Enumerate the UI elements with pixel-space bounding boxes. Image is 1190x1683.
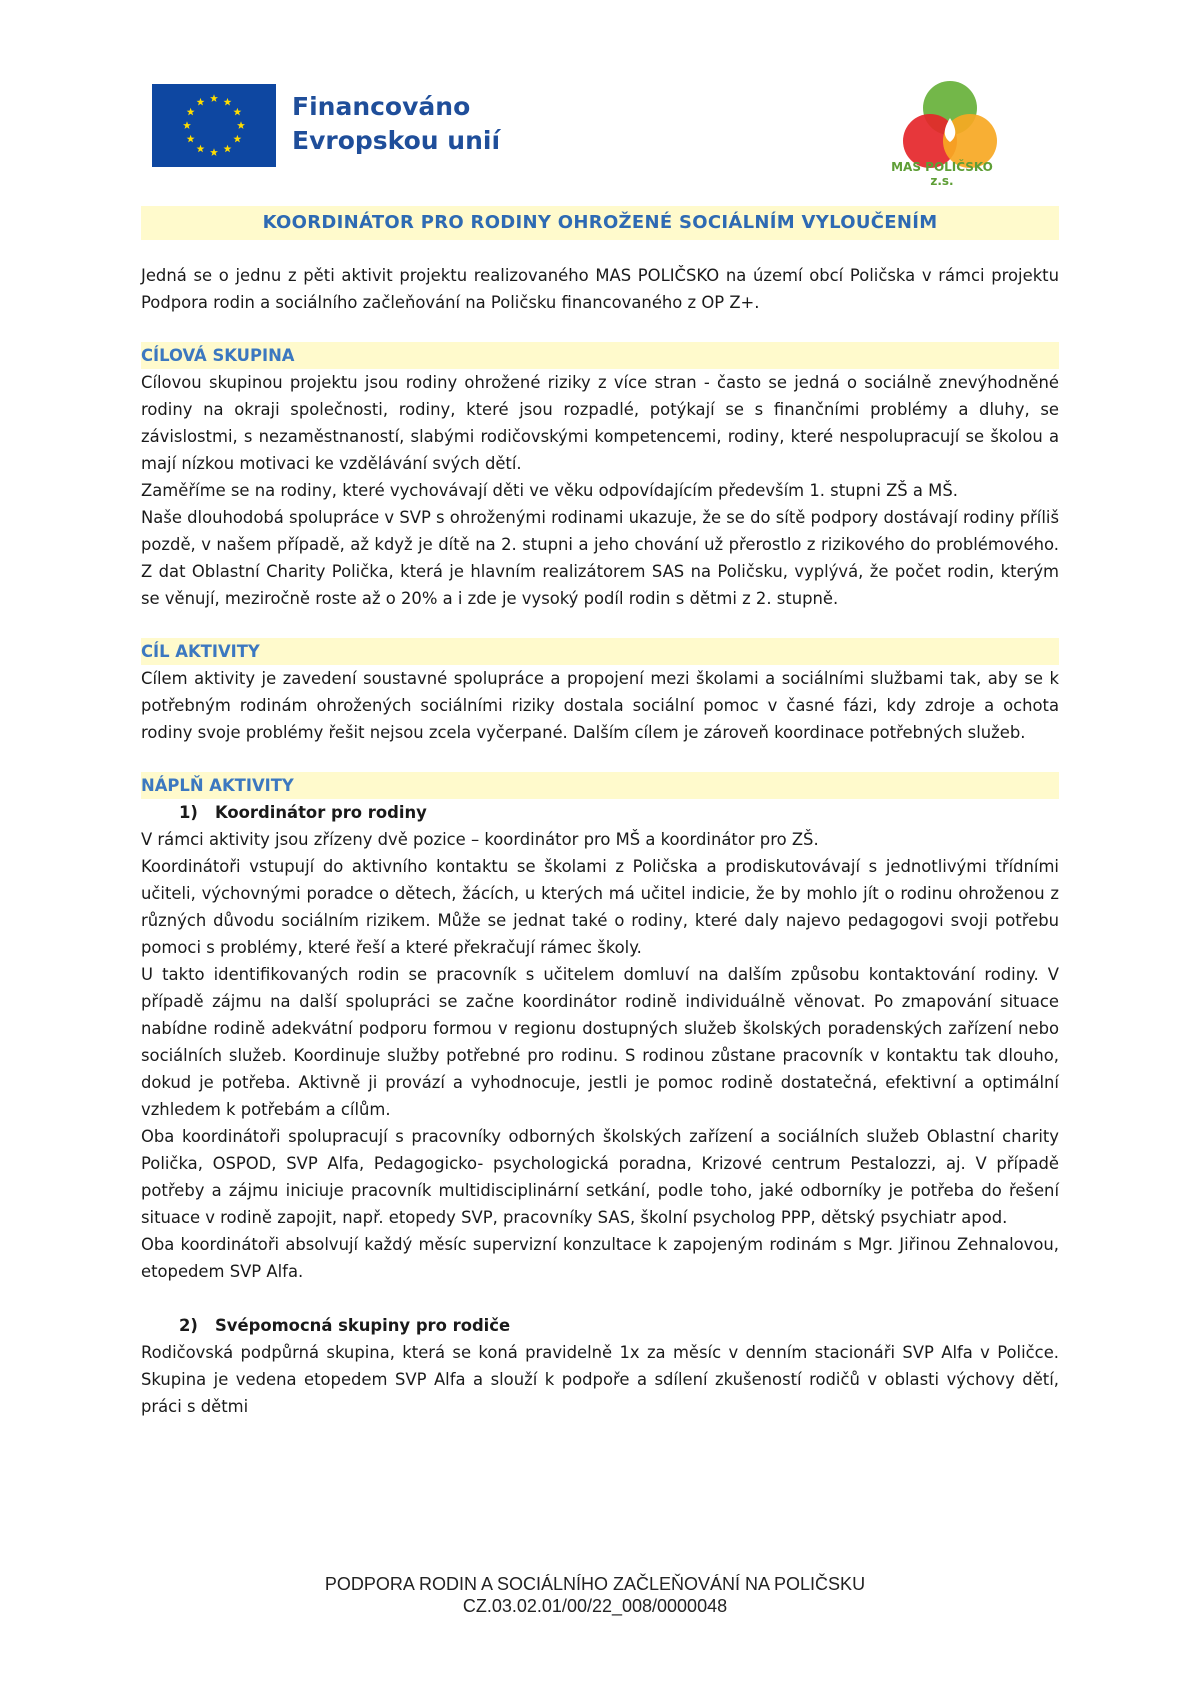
mas-name: MAS POLIČSKO z.s.: [891, 160, 993, 188]
eu-star-icon: [237, 121, 245, 129]
eu-star-icon: [197, 145, 205, 153]
eu-star-icon: [210, 94, 218, 102]
paragraph: Cílem aktivity je zavedení soustavné spolupráce a propojení mezi školami a sociálními službami tak, aby se k potřebným rodinám ohrožených sociálními riziky dostala sociální pomoc v časné fázi, kdy zdroje a ochota rodiny svoje problémy řešit nejsou zcela vyčerpané. Dalším cílem je zároveň koordinace potřebných služeb.: [141, 669, 1059, 742]
paragraph: U takto identifikovaných rodin se pracovník s učitelem domluví na dalším způsobu kontaktování rodiny. V případě zájmu na další spolupráci se začne koordinátor rodině individuálně věnovat. Po zmapování situace nabídne rodině adekvátní podporu formou v regionu dostupných služeb školských poradenských zařízení nebo sociálních služeb. Koordinuje služby potřebné pro rodinu. S rodinou zůstane pracovník v kontaktu tak dlouho, dokud je potřeba. Aktivně ji provází a vyhodnocuje, jestli je pomoc rodině dostatečná, efektivní a optimální vzhledem k potřebám a cílům.: [141, 965, 1059, 1119]
document-body: [141, 206, 1059, 1420]
eu-star-icon: [183, 121, 191, 129]
intro-paragraph: Jedná se o jednu z pěti aktivit projektu realizovaného MAS POLIČSKO na území obcí Poličska v rámci projektu Podpora rodin a sociálního začleňování na Poličsku financovaného z OP Z+.: [141, 266, 1059, 312]
subheading-text: Koordinátor pro rodiny: [215, 803, 427, 822]
eu-star-icon: [224, 145, 232, 153]
eu-line-2: Evropskou unií: [292, 126, 501, 155]
paragraph: Oba koordinátoři spolupracují s pracovníky odborných školských zařízení a sociálních služeb Oblastní charity Polička, OSPOD, SVP Alfa, Pedagogicko- psychologická poradna, Krizové centrum Pestalozzi, aj. V případě potřeby a zájmu iniciuje pracovník multidisciplinární setkání, podle toho, jaké odborníky je potřeba do řešení situace v rodině zapojit, např. etopedy SVP, pracovníky SAS, školní psycholog PPP, dětský psychiatr apod.: [141, 1127, 1059, 1227]
paragraph: Zaměříme se na rodiny, které vychovávají děti ve věku odpovídajícím především 1. stupni ZŠ a MŠ.: [141, 481, 958, 500]
eu-star-icon: [233, 108, 241, 116]
paragraph: Oba koordinátoři absolvují každý měsíc supervizní konzultace k zapojeným rodinám s Mgr. Jiřinou Zehnalovou, etopedem SVP Alfa.: [141, 1235, 1059, 1281]
eu-star-icon: [197, 98, 205, 106]
eu-funding-text: [292, 90, 500, 158]
eu-star-icon: [233, 135, 241, 143]
subheading-number: 1): [179, 803, 198, 822]
section-heading-napln-aktivity: NÁPLŇ AKTIVITY: [141, 772, 1059, 799]
paragraph: Cílovou skupinou projektu jsou rodiny ohrožené riziky z více stran - často se jedná o sociálně znevýhodněné rodiny na okraji společnosti, rodiny, které jsou rozpadlé, potýkají se s finančními problémy a dluhy, se závislostmi, s nezaměstnaností, slabými rodičovskými kompetencemi, rodiny, které nespolupracují se školou a mají nízkou motivaci ke vzdělávání svých dětí.: [141, 373, 1059, 473]
section-heading-cilova-skupina: CÍLOVÁ SKUPINA: [141, 342, 1059, 369]
eu-star-icon: [187, 135, 195, 143]
paragraph: V rámci aktivity jsou zřízeny dvě pozice – koordinátor pro MŠ a koordinátor pro ZŠ.: [141, 830, 819, 849]
subheading-number: 2): [179, 1316, 198, 1335]
eu-star-icon: [224, 98, 232, 106]
paragraph: Naše dlouhodobá spolupráce v SVP s ohroženými rodinami ukazuje, že se do sítě podpory dostávají rodiny příliš pozdě, v našem případě, až když je dítě na 2. stupni a jeho chování už přerostlo z rizikového do problémového. Z dat Oblastní Charity Polička, která je hlavním realizátorem SAS na Poličsku, vyplývá, že počet rodin, kterým se věnují, meziročně roste až o 20% a i zde je vysoký podíl rodin s dětmi z 2. stupně.: [141, 508, 1059, 608]
eu-line-1: Financováno: [292, 92, 471, 121]
subheading-text: Svépomocná skupiny pro rodiče: [215, 1316, 511, 1335]
page-footer: [0, 1573, 1190, 1617]
subheading-2: [141, 1312, 1059, 1339]
footer-registration-number: CZ.03.02.01/00/22_008/0000048: [462, 1596, 728, 1616]
eu-flag-logo: [152, 84, 276, 167]
eu-star-icon: [210, 148, 218, 156]
page-header: [0, 0, 1190, 190]
eu-star-icon: [187, 108, 195, 116]
paragraph: Rodičovská podpůrná skupina, která se koná pravidelně 1x za měsíc v denním stacionáři SVP Alfa v Poličce. Skupina je vedena etopedem SVP Alfa a slouží k podpoře a sdílení zkušeností rodičů v oblasti výchovy dětí, práci s dětmi: [141, 1343, 1059, 1416]
document-title: KOORDINÁTOR PRO RODINY OHROŽENÉ SOCIÁLNÍM VYLOUČENÍM: [141, 206, 1059, 240]
section-heading-cil-aktivity: CÍL AKTIVITY: [141, 638, 1059, 665]
eu-stars-icon: [152, 84, 276, 167]
paragraph: Koordinátoři vstupují do aktivního kontaktu se školami z Poličska a prodiskutovávají s jednotlivými třídními učiteli, výchovnými poradce o dětech, žácích, u kterých má učitel indicie, že by mohlo jít o rodinu ohroženou z různých důvodu sociálním rizikem. Může se jednat také o rodiny, které daly najevo pedagogovi svoji potřebu pomoci s problémy, které řeší a které překračují rámec školy.: [141, 857, 1059, 957]
subheading-1: [141, 799, 1059, 826]
footer-project-name: PODPORA RODIN A SOCIÁLNÍHO ZAČLEŇOVÁNÍ NA POLIČSKU: [324, 1574, 866, 1594]
